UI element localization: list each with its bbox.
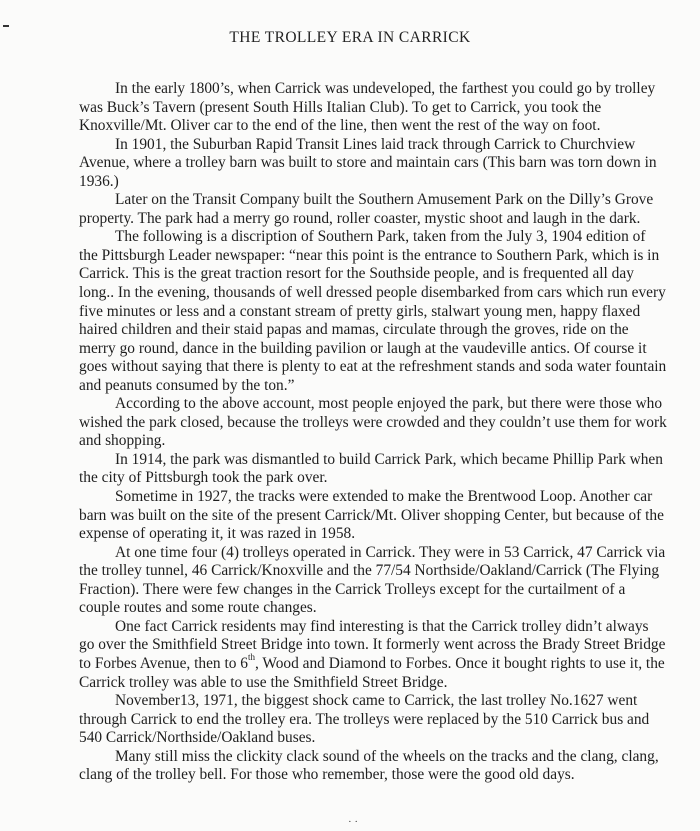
- paragraph-early-1800s: In the early 1800’s, when Carrick was undeveloped, the farthest you could go by trolley was Buck’s Tavern (present South Hills Italian Club). To get to Carrick, you took the Knoxville/Mt. Oliver car to the end of the line, then went the rest of the way on foot.: [79, 80, 656, 135]
- paragraph-1901: In 1901, the Suburban Rapid Transit Lines laid track through Carrick to Churchview Avenue, where a trolley barn was built to store and maintain cars (This barn was torn down in 1936.): [79, 135, 657, 190]
- superscript: th: [248, 651, 256, 662]
- paragraph-newspaper-quote: The following is a discription of Southern Park, taken from the July 3, 1904 edition of the Pittsburgh Leader newspaper: “near this point is the entrance to Southern Park, which is in Carrick. This is the great traction resort for the Southside people, and is frequented all day long.. In the evening, thousands of well dressed people disembarked from cars which run every five minutes or less and a constant stream of pretty girls, stalwart young men, happy flaxed haired children and their staid papas and mamas, circulate through the groves, ride on the merry go round, dance in the building pavilion or laugh at the vaudeville antics. Of course it goes without saying that there is plenty to eat at the refreshment stands and soda water fountain and peanuts consumed by the ton.”: [79, 228, 667, 394]
- paragraph-southern-park: Later on the Transit Company built the Southern Amusement Park on the Dilly’s Grove property. The park had a merry go round, roller coaster, mystic shoot and laugh in the dark.: [79, 191, 654, 227]
- paragraph-1927: Sometime in 1927, the tracks were extended to make the Brentwood Loop. Another car barn was built on the site of the present Carrick/Mt. Oliver shopping Center, but because of the expense of operating it, it was razed in 1958.: [79, 488, 664, 543]
- scan-mark: [3, 25, 9, 27]
- page-footer-mark: · ·: [348, 816, 359, 828]
- paragraph-smithfield-bridge: [79, 618, 667, 692]
- paragraph-1971: November13, 1971, the biggest shock came to Carrick, the last trolley No.1627 went through Carrick to end the trolley era. The trolleys were replaced by the 510 Carrick bus and 540 Carrick/Northside/Oakland buses.: [79, 692, 650, 747]
- paragraph-closing: Many still miss the clickity clack sound of the wheels on the tracks and the clang, clang, clang of the trolley bell. For those who remember, those were the good old days.: [79, 747, 659, 784]
- document-body: [79, 80, 667, 785]
- paragraph-account: According to the above account, most people enjoyed the park, but there were those who wished the park closed, because the trolleys were crowded and they couldn’t use them for work and shopping.: [79, 395, 667, 450]
- page-title: THE TROLLEY ERA IN CARRICK: [229, 29, 471, 46]
- paragraph-text-before: One fact Carrick residents may find interesting is that the Carrick trolley didn’t always go over the Smithfield Street Bridge into town. It formerly went across the Brady Street Bridge to Forbes Avenue, then to 6: [79, 617, 666, 672]
- paragraph-four-trolleys: At one time four (4) trolleys operated in Carrick. They were in 53 Carrick, 47 Carrick via the trolley tunnel, 46 Carrick/Knoxville and the 77/54 Northside/Oakland/Carrick (The Flying Fraction). There were few changes in the Carrick Trolleys except for the curtailment of a couple routes and some route changes.: [79, 543, 666, 617]
- paragraph-text-after: , Wood and Diamond to Forbes. Once it bought rights to use it, the Carrick trolley was able to use the Smithfield Street Bridge.: [79, 654, 665, 691]
- paragraph-1914: In 1914, the park was dismantled to build Carrick Park, which became Phillip Park when the city of Pittsburgh took the park over.: [79, 450, 663, 487]
